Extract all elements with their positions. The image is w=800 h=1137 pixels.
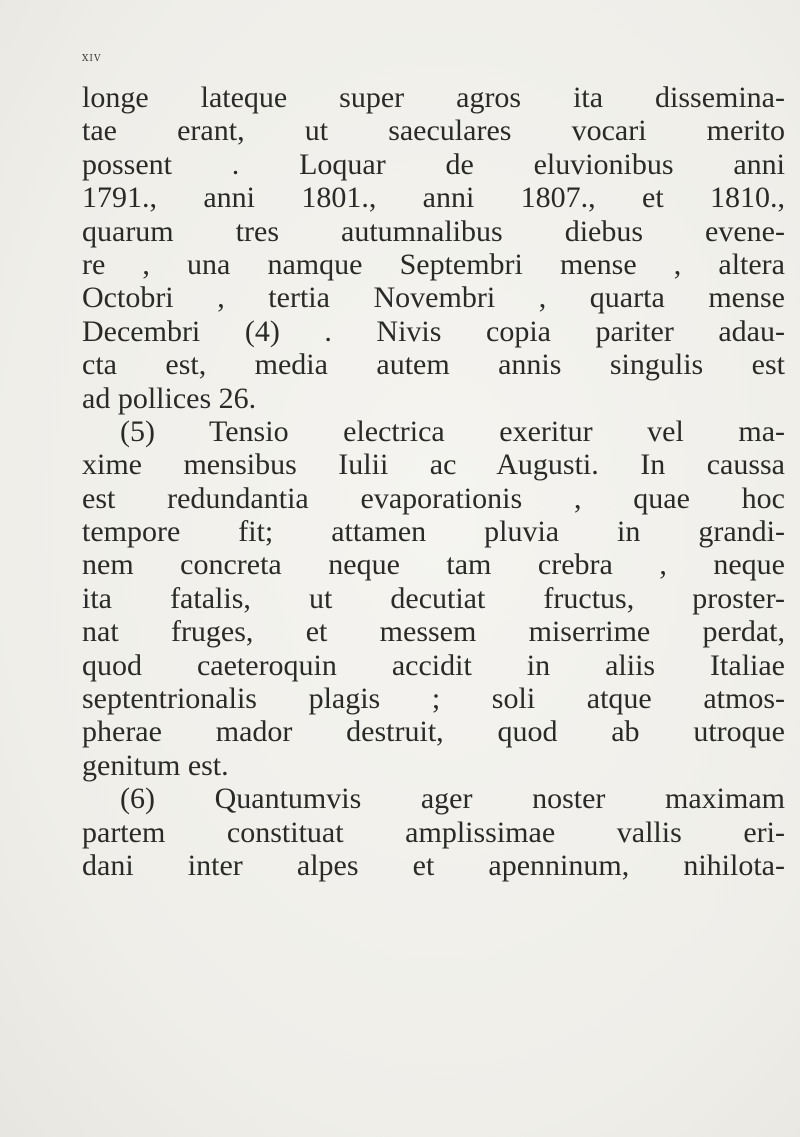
text-line: Octobri , tertia Novembri , quarta mense	[82, 281, 785, 315]
text-line: Decembri (4) . Nivis copia pariter adau-	[82, 314, 785, 348]
text-line: genitum est.	[82, 748, 229, 782]
text-line: pherae mador destruit, quod ab utroque	[82, 715, 785, 749]
text-line: cta est, media autem annis singulis est	[82, 348, 785, 382]
text-line: re , una namque Septembri mense , altera	[82, 247, 785, 281]
text-line: tae erant, ut saeculares vocari merito	[82, 114, 785, 148]
text-line: (6) Quantumvis ager noster maximam	[120, 782, 785, 816]
page-number: xiv	[82, 50, 102, 65]
text-line: quarum tres autumnalibus diebus evene-	[82, 214, 785, 248]
text-line: dani inter alpes et apenninum, nihilota-	[82, 848, 785, 882]
text-line: longe lateque super agros ita dissemina-	[82, 81, 785, 114]
text-line: quod caeteroquin accidit in aliis Italiae	[82, 648, 785, 682]
body-text	[82, 81, 785, 882]
text-line: ita fatalis, ut decutiat fructus, proster-	[82, 581, 785, 615]
text-line: ad pollices 26.	[82, 381, 257, 415]
text-line: (5) Tensio electrica exeritur vel ma-	[120, 414, 785, 448]
text-line: xime mensibus Iulii ac Augusti. In caussa	[82, 448, 785, 482]
text-line: est redundantia evaporationis , quae hoc	[82, 481, 785, 515]
text-line: nat fruges, et messem miserrime perdat,	[82, 615, 785, 649]
text-line: 1791., anni 1801., anni 1807., et 1810.,	[82, 181, 785, 215]
text-line: septentrionalis plagis ; soli atque atmos-	[82, 682, 785, 716]
text-line: nem concreta neque tam crebra , neque	[82, 548, 785, 582]
text-line: partem constituat amplissimae vallis eri-	[82, 815, 785, 849]
text-line: possent . Loquar de eluvionibus anni	[82, 147, 785, 181]
text-line: tempore fit; attamen pluvia in grandi-	[82, 515, 785, 549]
